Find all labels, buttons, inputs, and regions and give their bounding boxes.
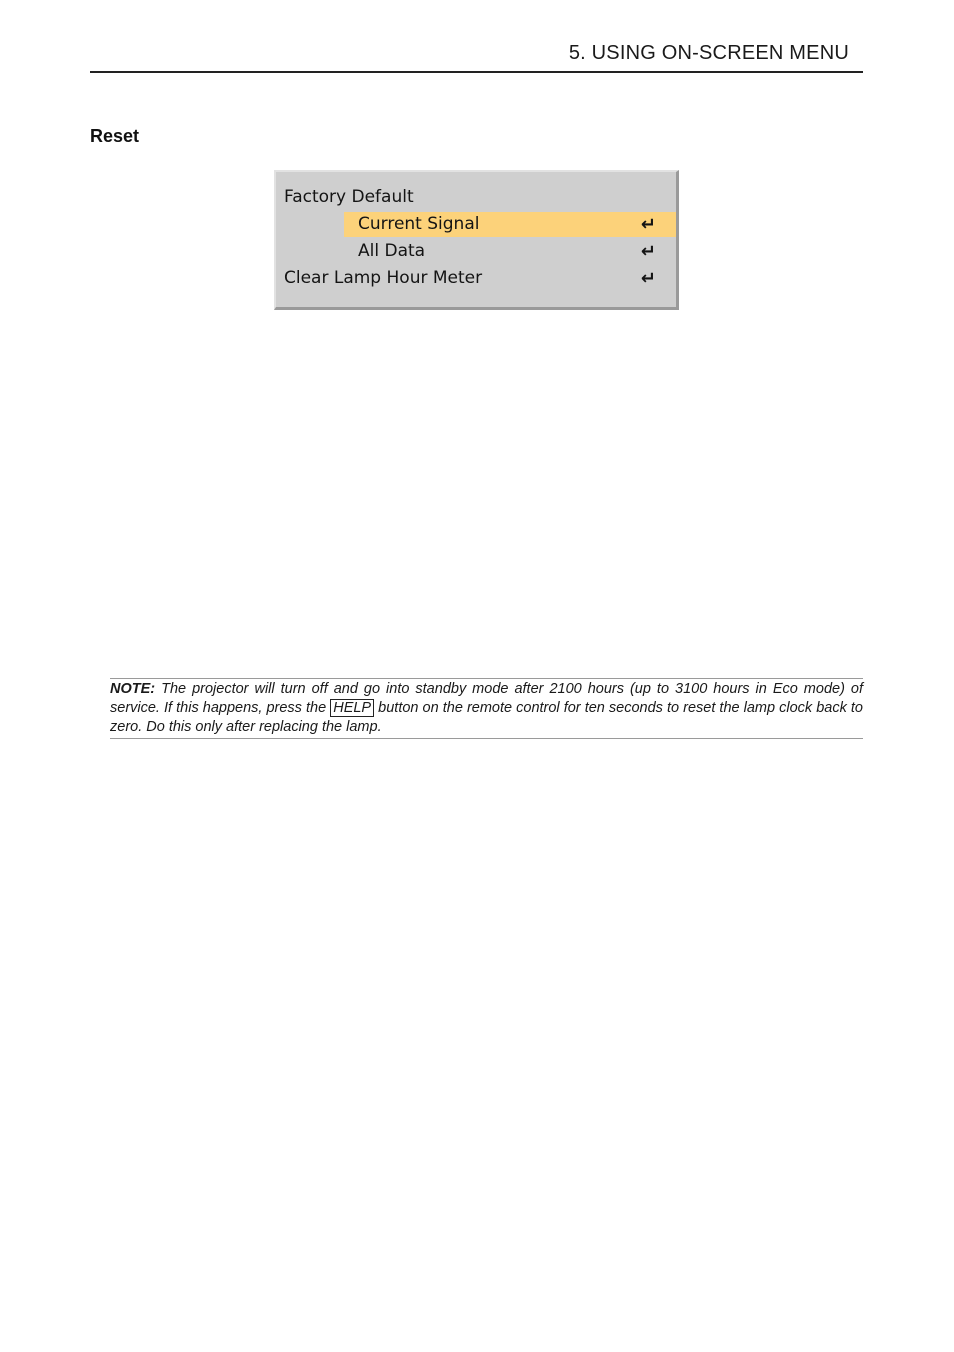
- page-header: [90, 40, 863, 73]
- enter-icon: ↵: [640, 241, 656, 262]
- section-heading: Reset: [90, 126, 140, 146]
- menu-item-label: Current Signal: [358, 214, 480, 234]
- reset-menu: [274, 170, 679, 310]
- menu-item-current-signal[interactable]: [344, 212, 676, 237]
- note-text-before-key: The projector will turn off and go into standby mode after 2100 hours (up to 3100 hours in Eco mode) of service. If this happens, press the: [110, 681, 863, 716]
- menu-item-clear-lamp-hour-meter[interactable]: [276, 266, 676, 291]
- menu-item-factory-default[interactable]: [276, 185, 676, 210]
- note-text-after-key: button on the remote control for ten seconds to reset the lamp clock back to zero. Do this only after replacing the lamp.: [110, 700, 864, 735]
- enter-icon: ↵: [640, 268, 656, 289]
- menu-item-label: Factory Default: [284, 187, 414, 207]
- chapter-title: 5. USING ON-SCREEN MENU: [568, 42, 849, 64]
- enter-icon: ↵: [640, 214, 656, 235]
- help-key: HELP: [330, 699, 374, 717]
- menu-item-label: Clear Lamp Hour Meter: [284, 268, 483, 288]
- note-box: [110, 678, 863, 739]
- menu-item-all-data[interactable]: [344, 239, 676, 264]
- note-label: NOTE:: [110, 681, 156, 697]
- menu-item-label: All Data: [358, 241, 426, 261]
